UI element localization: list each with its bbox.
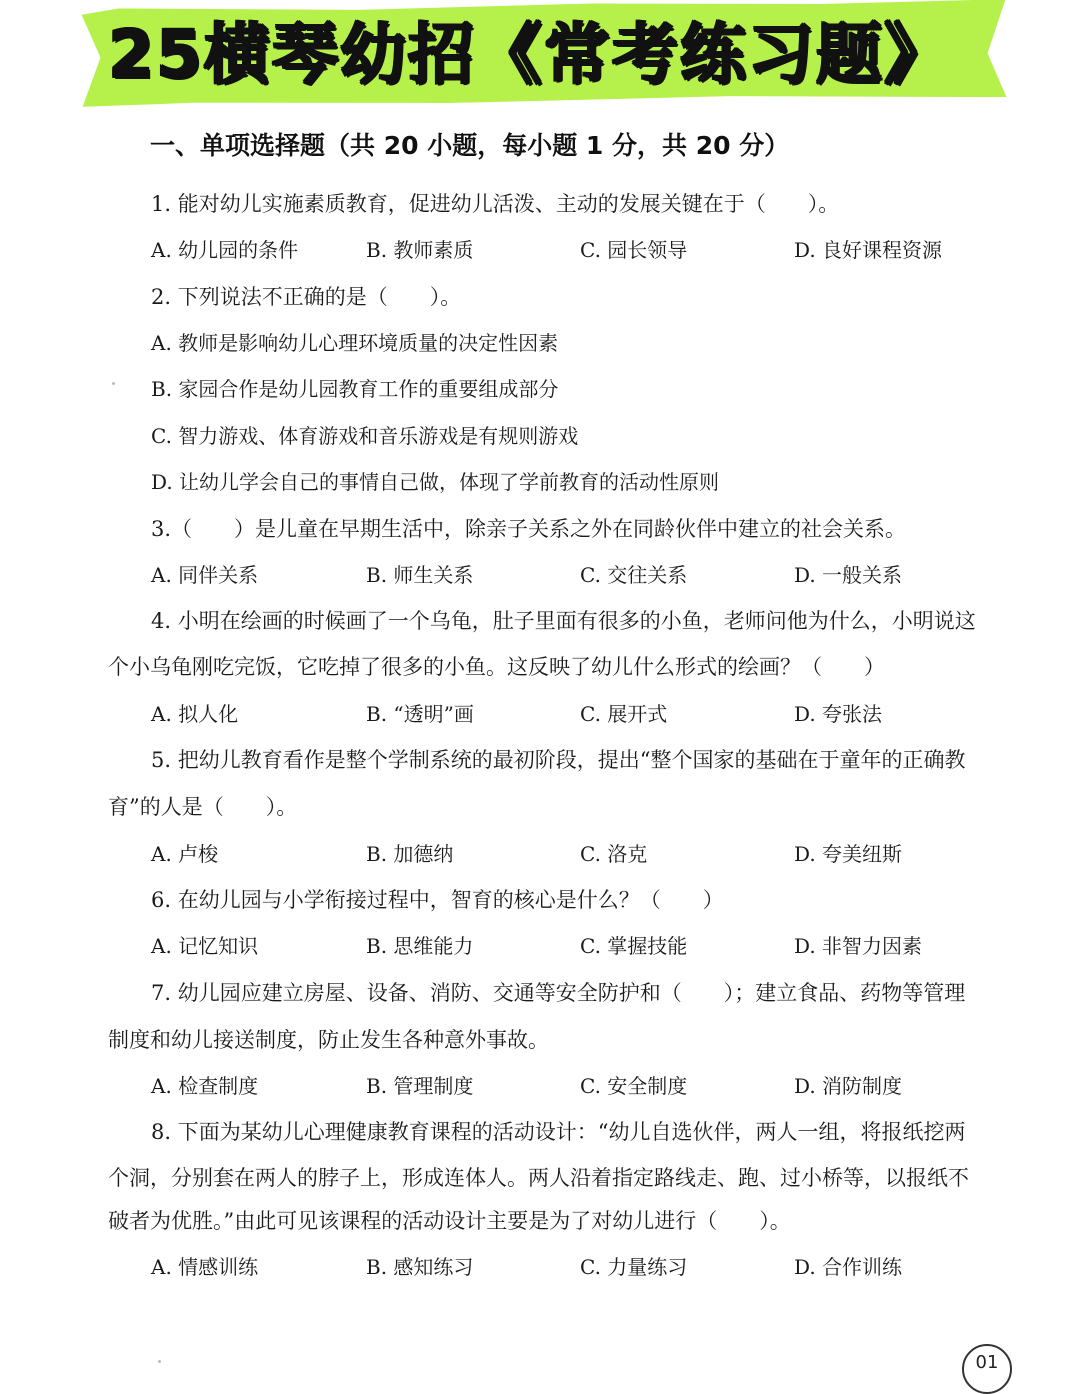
question-8-text-line-2: 个洞，分别套在两人的脖子上，形成连体人。两人沿着指定路线走、跑、过小桥等，以报纸不 xyxy=(108,1166,969,1190)
question-4-option-d: D. 夸张法 xyxy=(794,702,883,726)
question-3-option-d: D. 一般关系 xyxy=(794,563,903,587)
question-5-option-d: D. 夸美纽斯 xyxy=(794,842,903,866)
question-5-text-line-1: 5. 把幼儿教育看作是整个学制系统的最初阶段，提出“整个国家的基础在于童年的正确教 xyxy=(151,748,966,772)
question-5-option-c: C. 洛克 xyxy=(580,842,648,866)
question-5-text-line-2: 育”的人是（ ）。 xyxy=(108,795,298,819)
page-number-badge: 01 xyxy=(962,1344,1012,1394)
question-4-text-line-2: 个小乌龟刚吃完饭，它吃掉了很多的小鱼。这反映了幼儿什么形式的绘画？（ ） xyxy=(108,655,885,679)
question-8-text-line-1: 8. 下面为某幼儿心理健康教育课程的活动设计：“幼儿自选伙伴，两人一组，将报纸挖两 xyxy=(151,1120,966,1144)
question-7-text-line-2: 制度和幼儿接送制度，防止发生各种意外事故。 xyxy=(108,1028,549,1052)
question-2-option-d: D. 让幼儿学会自己的事情自己做，体现了学前教育的活动性原则 xyxy=(151,470,720,494)
question-1-option-b: B. 教师素质 xyxy=(366,238,474,262)
scan-speck xyxy=(158,1360,161,1363)
question-8-option-b: B. 感知练习 xyxy=(366,1255,474,1279)
section-heading: 一、单项选择题（共 20 小题，每小题 1 分，共 20 分） xyxy=(150,131,790,160)
question-4-text-line-1: 4. 小明在绘画的时候画了一个乌龟，肚子里面有很多的小鱼，老师问他为什么，小明说这 xyxy=(151,609,976,633)
question-1-option-d: D. 良好课程资源 xyxy=(794,238,943,262)
page-title: 25横琴幼招《常考练习题》 xyxy=(108,16,952,93)
question-2-text: 2. 下列说法不正确的是（ ）。 xyxy=(151,285,462,309)
question-8-option-d: D. 合作训练 xyxy=(794,1255,903,1279)
scan-speck xyxy=(112,382,115,385)
question-6-option-a: A. 记忆知识 xyxy=(151,934,259,958)
question-5-option-b: B. 加德纳 xyxy=(366,842,454,866)
question-4-option-c: C. 展开式 xyxy=(580,702,668,726)
question-8-option-a: A. 情感训练 xyxy=(151,1255,259,1279)
question-3-option-c: C. 交往关系 xyxy=(580,563,688,587)
question-4-option-b: B. “透明”画 xyxy=(366,702,474,726)
question-3-option-a: A. 同伴关系 xyxy=(151,563,259,587)
question-1-option-a: A. 幼儿园的条件 xyxy=(151,238,299,262)
question-1-text: 1. 能对幼儿实施素质教育，促进幼儿活泼、主动的发展关键在于（ ）。 xyxy=(151,192,840,216)
question-3-text: 3.（ ）是儿童在早期生活中，除亲子关系之外在同龄伙伴中建立的社会关系。 xyxy=(151,517,907,541)
question-7-option-b: B. 管理制度 xyxy=(366,1074,474,1098)
question-8-text-line-3: 破者为优胜。”由此可见该课程的活动设计主要是为了对幼儿进行（ ）。 xyxy=(108,1209,791,1233)
question-3-option-b: B. 师生关系 xyxy=(366,563,474,587)
question-7-option-d: D. 消防制度 xyxy=(794,1074,903,1098)
question-6-option-d: D. 非智力因素 xyxy=(794,934,923,958)
question-2-option-b: B. 家园合作是幼儿园教育工作的重要组成部分 xyxy=(151,377,559,401)
question-1-option-c: C. 园长领导 xyxy=(580,238,688,262)
question-4-option-a: A. 拟人化 xyxy=(151,702,239,726)
question-2-option-a: A. 教师是影响幼儿心理环境质量的决定性因素 xyxy=(151,331,559,355)
question-7-text-line-1: 7. 幼儿园应建立房屋、设备、消防、交通等安全防护和（ ）；建立食品、药物等管理 xyxy=(151,981,966,1005)
question-5-option-a: A. 卢梭 xyxy=(151,842,219,866)
question-6-option-c: C. 掌握技能 xyxy=(580,934,688,958)
question-2-option-c: C. 智力游戏、体育游戏和音乐游戏是有规则游戏 xyxy=(151,424,579,448)
question-7-option-a: A. 检查制度 xyxy=(151,1074,259,1098)
question-7-option-c: C. 安全制度 xyxy=(580,1074,688,1098)
question-6-text: 6. 在幼儿园与小学衔接过程中，智育的核心是什么？（ ） xyxy=(151,888,724,912)
question-8-option-c: C. 力量练习 xyxy=(580,1255,688,1279)
question-6-option-b: B. 思维能力 xyxy=(366,934,474,958)
